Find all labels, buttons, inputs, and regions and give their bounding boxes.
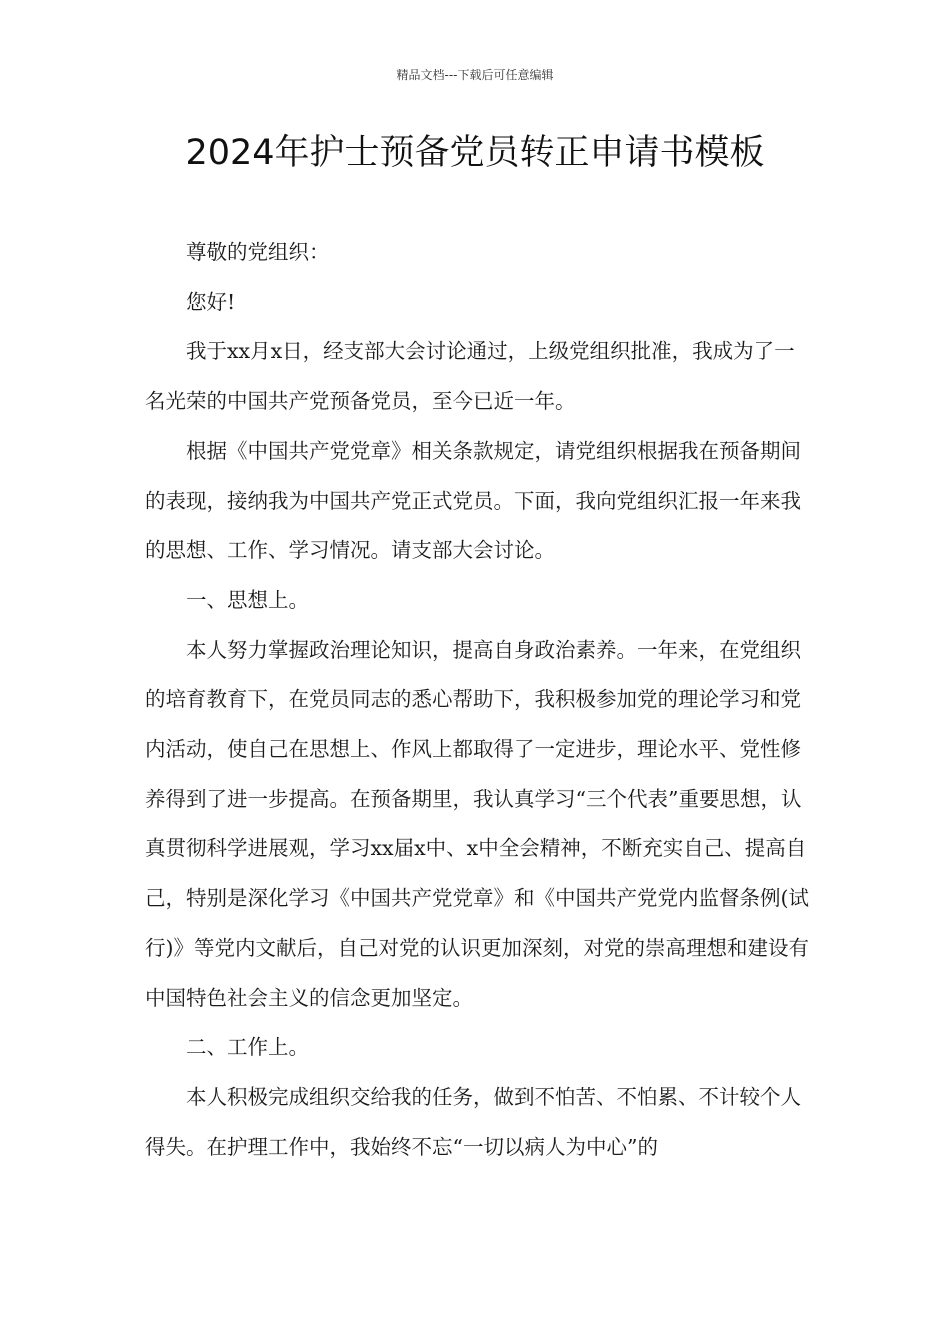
paragraph-request: 根据《中国共产党党章》相关条款规定，请党组织根据我在预备期间的表现，接纳我为中国共产党正式党员。下面，我向党组织汇报一年来我的思想、工作、学习情况。请支部大会讨论。: [145, 438, 801, 563]
section-heading-thought: 一、思想上。: [186, 587, 309, 612]
document-title: 2024年护士预备党员转正申请书模板: [185, 133, 765, 173]
paragraph-work: 本人积极完成组织交给我的任务，做到不怕苦、不怕累、不计较个人得失。在护理工作中，我始终不忘“一切以病人为中心”的: [145, 1084, 801, 1159]
page-header: 精品文档---下载后可任意编辑: [396, 68, 554, 82]
greeting: 您好!: [186, 289, 236, 314]
salutation: 尊敬的党组织：: [186, 240, 330, 264]
paragraph-intro: 我于xx月x日，经支部大会讨论通过，上级党组织批准，我成为了一名光荣的中国共产党预备党员，至今已近一年。: [145, 339, 795, 414]
paragraph-thought: 本人努力掌握政治理论知识，提高自身政治素养。一年来，在党组织的培育教育下，在党员同志的悉心帮助下，我积极参加党的理论学习和党内活动，使自己在思想上、作风上都取得了一定进步，理论水平、党性修养得到了进一步提高。在预备期里，我认真学习“三个代表”重要思想，认真贯彻科学进展观，学习xx届x中、x中全会精神，不断充实自己、提高自己，特别是深化学习《中国共产党党章》和《中国共产党党内监督条例(试行)》等党内文献后，自己对党的认识更加深刻，对党的崇高理想和建设有中国特色社会主义的信念更加坚定。: [145, 637, 809, 1010]
document-body: [145, 228, 810, 1172]
section-heading-work: 二、工作上。: [186, 1035, 309, 1060]
